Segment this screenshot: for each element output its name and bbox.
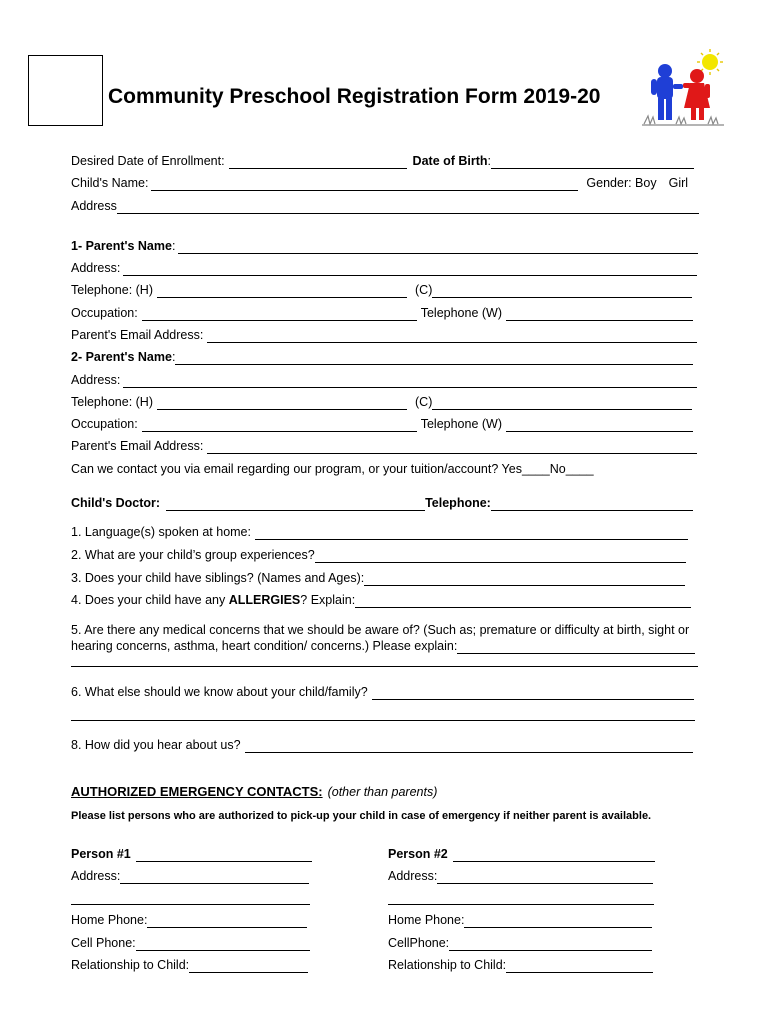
question-6-row: [71, 684, 694, 700]
question-4-label-end: ? Explain:: [300, 593, 356, 607]
parent1-occupation-label: Occupation:: [71, 306, 138, 320]
parent2-address-field[interactable]: [123, 375, 697, 388]
question-8-label: 8. How did you hear about us?: [71, 738, 241, 752]
question-4-label-start: 4. Does your child have any: [71, 593, 229, 607]
question-2-row: [71, 547, 686, 563]
parent1-address-row: [71, 260, 697, 276]
person1-cell-phone-label: Cell Phone:: [71, 936, 136, 950]
person1-relationship-label: Relationship to Child:: [71, 958, 190, 972]
question-2-field[interactable]: [315, 550, 686, 563]
parent1-tel-w-label: Telephone (W): [420, 306, 503, 320]
person1-address-label: Address:: [71, 869, 121, 883]
question-1-field[interactable]: [255, 527, 688, 540]
question-1-row: [71, 524, 688, 540]
parent2-tel-c-field[interactable]: [432, 397, 692, 410]
person1-address-field[interactable]: [120, 871, 309, 884]
parent1-email-label: Parent's Email Address:: [71, 328, 204, 342]
question-6-field[interactable]: [372, 687, 694, 700]
gender-boy-option[interactable]: Gender: Boy: [586, 176, 657, 190]
email-contact-no-blank[interactable]: ____: [565, 462, 594, 476]
question-8-field[interactable]: [245, 740, 693, 753]
parent1-tel-h-field[interactable]: [157, 285, 407, 298]
person2-name-field[interactable]: [453, 849, 655, 862]
parent2-occupation-row: [71, 416, 693, 432]
childs-name-row: [71, 175, 688, 191]
person2-address-label: Address:: [388, 869, 438, 883]
gender-girl-option[interactable]: Girl: [668, 176, 689, 190]
person1-label: Person #1: [71, 847, 131, 861]
person1-cell-phone-row: [71, 935, 310, 951]
address-row: [71, 198, 699, 214]
doctor-row: [71, 495, 693, 511]
parent1-tel-c-field[interactable]: [432, 285, 692, 298]
question-5-label-line1: 5. Are there any medical concerns that we should be aware of? (Such as; premature or difficulty at birth, sight or: [71, 623, 690, 637]
parent2-address-label: Address:: [71, 373, 121, 387]
question-4-field[interactable]: [355, 595, 691, 608]
person1-relationship-row: [71, 957, 308, 973]
parent2-colon: :: [171, 350, 176, 364]
parent2-tel-w-field[interactable]: [506, 419, 693, 432]
person2-relationship-row: [388, 957, 653, 973]
question-1-label: 1. Language(s) spoken at home:: [71, 525, 251, 539]
parent2-occupation-label: Occupation:: [71, 417, 138, 431]
question-3-label: 3. Does your child have siblings? (Names and Ages):: [71, 571, 365, 585]
parent1-telephone-row: [71, 282, 692, 298]
person1-address-row: [71, 868, 309, 884]
parent2-telephone-row: [71, 394, 692, 410]
parent1-occupation-field[interactable]: [142, 308, 417, 321]
parent1-email-field[interactable]: [207, 330, 697, 343]
email-contact-yes-blank[interactable]: ____: [521, 462, 550, 476]
question-6-label: 6. What else should we know about your child/family?: [71, 685, 368, 699]
person2-label: Person #2: [388, 847, 448, 861]
question-4-row: [71, 592, 691, 608]
parent2-tel-h-label: Telephone: (H): [71, 395, 153, 409]
question-8-row: [71, 737, 693, 753]
email-contact-no-label: No: [549, 462, 566, 476]
person2-home-phone-row: [388, 912, 652, 928]
parent2-email-label: Parent's Email Address:: [71, 439, 204, 453]
person1-name-row: [71, 846, 312, 862]
person2-cell-phone-label: CellPhone:: [388, 936, 450, 950]
question-5-line2: [71, 638, 695, 654]
person1-home-phone-label: Home Phone:: [71, 913, 148, 927]
boy-figure: [651, 64, 683, 120]
emergency-heading: AUTHORIZED EMERGENCY CONTACTS:: [71, 784, 323, 799]
parent1-name-row: [71, 238, 698, 254]
parent2-occupation-field[interactable]: [142, 419, 417, 432]
parent1-tel-h-label: Telephone: (H): [71, 283, 153, 297]
grass-icon: [642, 116, 724, 125]
parent1-colon: :: [171, 239, 176, 253]
question-5-extra-line[interactable]: [71, 666, 698, 667]
enrollment-label: Desired Date of Enrollment:: [71, 154, 225, 168]
childs-name-field[interactable]: [151, 178, 578, 191]
childs-name-label: Child's Name:: [71, 176, 149, 190]
parent1-tel-c-label: (C): [415, 283, 433, 297]
emergency-instruction-row: [71, 808, 651, 824]
person1-name-field[interactable]: [136, 849, 312, 862]
person1-home-phone-field[interactable]: [147, 915, 307, 928]
parent2-name-row: [71, 349, 693, 365]
parent2-tel-w-label: Telephone (W): [420, 417, 503, 431]
emergency-subheading: (other than parents): [327, 785, 438, 799]
girl-figure: [683, 69, 710, 120]
person1-relationship-field[interactable]: [189, 960, 308, 973]
emergency-heading-row: [71, 784, 437, 800]
question-5-label-line2: hearing concerns, asthma, heart condition/ concerns.) Please explain:: [71, 639, 458, 653]
photo-box: [28, 55, 103, 126]
email-contact-question: Can we contact you via email regarding our program, or your tuition/account? Yes: [71, 462, 522, 476]
parent2-address-row: [71, 372, 697, 388]
person2-address-row: [388, 868, 653, 884]
email-contact-row: [71, 461, 594, 477]
address-field[interactable]: [117, 201, 699, 214]
parent2-email-field[interactable]: [207, 441, 697, 454]
person2-address-field[interactable]: [437, 871, 653, 884]
question-2-label: 2. What are your child’s group experiences?: [71, 548, 315, 562]
parent2-name-field[interactable]: [175, 352, 693, 365]
enrollment-date-field[interactable]: [229, 156, 407, 169]
person2-cell-phone-field[interactable]: [449, 938, 652, 951]
parent2-tel-c-label: (C): [415, 395, 433, 409]
parent1-email-row: [71, 327, 697, 343]
dob-label: Date of Birth: [412, 154, 488, 168]
doctor-telephone-field[interactable]: [491, 498, 693, 511]
question-5-field[interactable]: [457, 641, 695, 654]
doctor-telephone-label: Telephone:: [425, 496, 491, 510]
children-logo: [640, 46, 726, 130]
parent2-tel-h-field[interactable]: [157, 397, 407, 410]
person2-relationship-label: Relationship to Child:: [388, 958, 507, 972]
person1-address-line2[interactable]: [71, 904, 310, 905]
emergency-instruction: Please list persons who are authorized to pick-up your child in case of emergency if neither parent is available.: [71, 810, 652, 822]
person2-home-phone-label: Home Phone:: [388, 913, 465, 927]
address-label: Address: [71, 199, 117, 213]
question-3-row: [71, 570, 685, 586]
question-5-line1: [71, 622, 689, 638]
dob-colon: :: [487, 154, 492, 168]
question-3-field[interactable]: [364, 573, 685, 586]
person1-home-phone-row: [71, 912, 307, 928]
doctor-label: Child's Doctor:: [71, 496, 161, 510]
parent1-tel-w-field[interactable]: [506, 308, 693, 321]
question-6-extra-line[interactable]: [71, 720, 695, 721]
person2-cell-phone-row: [388, 935, 652, 951]
parent1-occupation-row: [71, 305, 693, 321]
parent1-address-label: Address:: [71, 261, 121, 275]
parent2-email-row: [71, 438, 697, 454]
person2-address-line2[interactable]: [388, 904, 654, 905]
person2-relationship-field[interactable]: [506, 960, 653, 973]
question-4-allergies: ALLERGIES: [228, 593, 301, 607]
parent1-name-label: 1- Parent's Name: [71, 239, 172, 253]
doctor-name-field[interactable]: [166, 498, 425, 511]
person2-name-row: [388, 846, 655, 862]
person1-cell-phone-field[interactable]: [136, 938, 310, 951]
parent1-name-field[interactable]: [178, 241, 698, 254]
parent2-name-label: 2- Parent's Name: [71, 350, 172, 364]
person2-home-phone-field[interactable]: [464, 915, 652, 928]
form-title: Community Preschool Registration Form 2019-20: [108, 85, 601, 108]
enrollment-row: [71, 153, 694, 169]
dob-field[interactable]: [491, 156, 694, 169]
parent1-address-field[interactable]: [123, 263, 697, 276]
